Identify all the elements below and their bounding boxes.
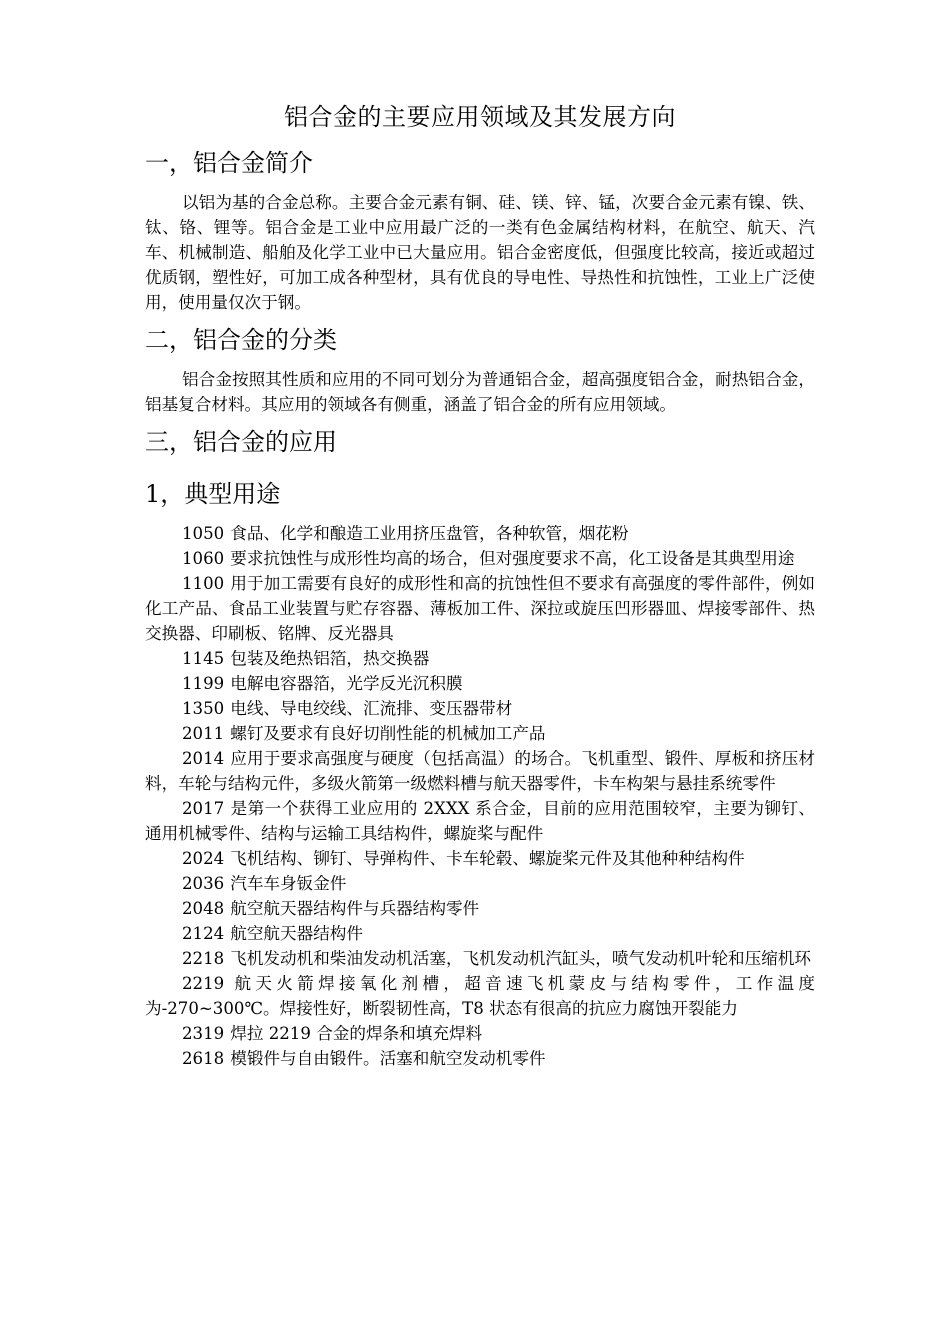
- list-item: [145, 921, 815, 946]
- section-body-classification: 铝合金按照其性质和应用的不同可划分为普通铝合金，超高强度铝合金，耐热铝合金，铝基复合材料。其应用的领域各有侧重，涵盖了铝合金的所有应用领域。: [145, 370, 815, 414]
- section-body-intro: 以铝为基的合金总称。主要合金元素有铜、硅、镁、锌、锰，次要合金元素有镍、铁、钛、铬、锂等。铝合金是工业中应用最广泛的一类有色金属结构材料，在航空、航天、汽车、机械制造、船舶及化学工业中已大量应用。铝合金密度低，但强度比较高，接近或超过优质钢，塑性好，可加工成各种型材，具有优良的导电性、导热性和抗蚀性，工业上广泛使用，使用量仅次于钢。: [145, 193, 815, 312]
- alloy-code: 2036: [182, 874, 225, 893]
- list-item: [145, 896, 815, 921]
- alloy-code: 2219: [182, 974, 225, 993]
- list-item: [145, 721, 815, 746]
- alloy-usage: 电解电容器箔，光学反光沉积膜: [230, 674, 463, 693]
- alloy-usage: 要求抗蚀性与成形性均高的场合，但对强度要求不高，化工设备是其典型用途: [230, 549, 795, 568]
- alloy-code: 1199: [182, 674, 225, 693]
- section-heading-classification: 二，铝合金的分类: [145, 326, 337, 354]
- document-title: 铝合金的主要应用领域及其发展方向: [284, 103, 676, 131]
- alloy-usage: 用于加工需要有良好的成形性和高的抗蚀性但不要求有高强度的零件部件，例如化工产品、食品工业装置与贮存容器、薄板加工件、深拉或旋压凹形器皿、焊接零部件、热交换器、印刷板、铭牌、反光器具: [145, 574, 815, 643]
- list-item: [145, 571, 815, 646]
- alloy-code: 2024: [182, 849, 225, 868]
- alloy-code: 2017: [182, 799, 225, 818]
- alloy-usage: 模锻件与自由锻件。活塞和航空发动机零件: [230, 1049, 546, 1068]
- alloy-usage: 包装及绝热铝箔，热交换器: [230, 649, 430, 668]
- list-item: [145, 871, 815, 896]
- alloy-usage-list: [145, 521, 815, 1071]
- alloy-usage: 航天火箭焊接氧化剂槽，超音速飞机蒙皮与结构零件，工作温度为-270~300℃。焊接性好，断裂韧性高，T8 状态有很高的抗应力腐蚀开裂能力: [145, 974, 815, 1018]
- alloy-usage: 是第一个获得工业应用的 2XXX 系合金，目前的应用范围较窄，主要为铆钉、通用机械零件、结构与运输工具结构件，螺旋桨与配件: [145, 799, 815, 843]
- alloy-usage: 航空航天器结构件与兵器结构零件: [230, 899, 480, 918]
- alloy-code: 1100: [182, 574, 225, 593]
- list-item: [145, 546, 815, 571]
- alloy-usage: 焊拉 2219 合金的焊条和填充焊料: [230, 1024, 483, 1043]
- section-heading-intro: 一，铝合金简介: [145, 149, 313, 177]
- alloy-code: 1050: [182, 524, 225, 543]
- alloy-code: 2218: [182, 949, 225, 968]
- alloy-code: 2618: [182, 1049, 225, 1068]
- alloy-usage: 汽车车身钣金件: [230, 874, 347, 893]
- subsection-heading-typical-uses: 1，典型用途: [145, 480, 281, 508]
- list-item: [145, 521, 815, 546]
- alloy-usage: 食品、化学和酿造工业用挤压盘管，各种软管，烟花粉: [230, 524, 629, 543]
- list-item: [145, 696, 815, 721]
- list-item: [145, 1046, 815, 1071]
- alloy-code: 2048: [182, 899, 225, 918]
- alloy-usage: 电线、导电绞线、汇流排、变压器带材: [230, 699, 513, 718]
- list-item: [145, 796, 815, 846]
- alloy-usage: 飞机结构、铆钉、导弹构件、卡车轮毂、螺旋桨元件及其他种种结构件: [230, 849, 745, 868]
- document-page: [145, 100, 815, 1071]
- list-item: [145, 971, 815, 1021]
- alloy-code: 1060: [182, 549, 225, 568]
- alloy-code: 1145: [182, 649, 225, 668]
- alloy-code: 2319: [182, 1024, 225, 1043]
- list-item: [145, 746, 815, 796]
- alloy-code: 2124: [182, 924, 225, 943]
- section-heading-applications: 三，铝合金的应用: [145, 428, 337, 456]
- alloy-usage: 应用于要求高强度与硬度（包括高温）的场合。飞机重型、锻件、厚板和挤压材料，车轮与结构元件，多级火箭第一级燃料槽与航天器零件，卡车构架与悬挂系统零件: [145, 749, 815, 793]
- alloy-usage: 螺钉及要求有良好切削性能的机械加工产品: [230, 724, 546, 743]
- alloy-usage: 飞机发动机和柴油发动机活塞，飞机发动机汽缸头，喷气发动机叶轮和压缩机环: [230, 949, 812, 968]
- list-item: [145, 846, 815, 871]
- alloy-code: 1350: [182, 699, 225, 718]
- list-item: [145, 1021, 815, 1046]
- list-item: [145, 671, 815, 696]
- alloy-code: 2011: [182, 724, 225, 743]
- list-item: [145, 646, 815, 671]
- alloy-code: 2014: [182, 749, 225, 768]
- list-item: [145, 946, 815, 971]
- alloy-usage: 航空航天器结构件: [230, 924, 363, 943]
